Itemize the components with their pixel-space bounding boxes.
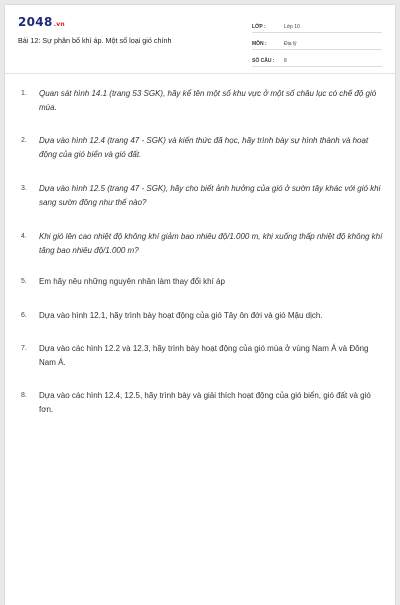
meta-value-question-count: 8	[284, 58, 287, 64]
lesson-title: Bài 12: Sự phân bố khí áp. Một số loại gió chính	[18, 36, 172, 45]
question-number: 8.	[21, 392, 27, 399]
meta-label-question-count: SỐ CÂU :	[252, 58, 275, 64]
question-item-1	[21, 87, 383, 134]
meta-label-class: LỚP :	[252, 24, 266, 30]
question-item-6	[21, 309, 383, 342]
question-number: 5.	[21, 278, 27, 285]
meta-row-question-count	[252, 53, 382, 67]
question-item-5	[21, 275, 383, 309]
logo-suffix: .vn	[53, 21, 65, 28]
meta-row-class	[252, 19, 382, 33]
document-page	[5, 5, 395, 605]
meta-row-subject	[252, 36, 382, 50]
question-number: 4.	[21, 233, 27, 240]
question-text: Dựa vào hình 12.1, hãy trình bày hoạt động của gió Tây ôn đới và gió Mậu dịch.	[39, 311, 323, 320]
question-item-4	[21, 230, 383, 275]
question-number: 7.	[21, 345, 27, 352]
question-item-8	[21, 389, 383, 421]
question-item-2	[21, 134, 383, 182]
question-text: Dựa vào các hình 12.4, 12.5, hãy trình bày và giải thích hoạt động của gió biển, gió đất và gió fơn.	[39, 391, 371, 414]
meta-value-subject: Địa lý	[284, 41, 297, 47]
question-list	[21, 87, 383, 421]
question-text: Khi gió lên cao nhiệt độ không khí giảm bao nhiêu độ/1.000 m, khi xuống thấp nhiệt độ không khí tăng bao nhiêu độ/1.000 m?	[39, 232, 383, 255]
question-text: Dựa vào hình 12.5 (trang 47 - SGK), hãy cho biết ảnh hưởng của gió ở sườn tây khác với gió khi sang sườn đông như thế nào?	[39, 184, 381, 207]
question-item-3	[21, 182, 383, 230]
question-text: Em hãy nêu những nguyên nhân làm thay đổi khí áp	[39, 277, 225, 286]
lesson-meta	[252, 19, 382, 70]
question-number: 6.	[21, 312, 27, 319]
question-number: 1.	[21, 90, 27, 97]
document-header	[5, 5, 395, 74]
logo-text: 2048	[18, 15, 53, 29]
question-item-7	[21, 342, 383, 389]
meta-value-class: Lớp 10	[284, 24, 300, 30]
site-logo[interactable]	[18, 15, 65, 29]
question-text: Quan sát hình 14.1 (trang 53 SGK), hãy kể tên một số khu vực ở một số châu lục có chế độ gió mùa.	[39, 89, 377, 112]
meta-label-subject: MÔN :	[252, 41, 267, 47]
question-text: Dựa vào các hình 12.2 và 12.3, hãy trình bày hoạt động của gió mùa ở vùng Nam Á và Đông Nam Á.	[39, 344, 369, 367]
question-text: Dựa vào hình 12.4 (trang 47 - SGK) và kiến thức đã học, hãy trình bày sự hình thành và hoạt động của gió biển và gió đất.	[39, 136, 369, 159]
question-number: 2.	[21, 137, 27, 144]
question-number: 3.	[21, 185, 27, 192]
